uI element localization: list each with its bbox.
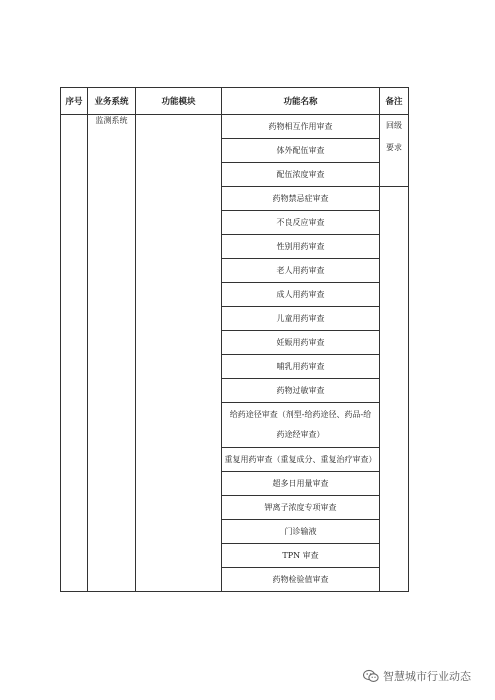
seq-cell: [61, 115, 88, 592]
function-name-cell: 哺乳用药审查: [222, 355, 380, 379]
remark-cell: [380, 115, 409, 187]
function-name-cell: 成人用药审查: [222, 283, 380, 307]
function-name-cell: 妊娠用药审查: [222, 331, 380, 355]
system-cell: 监测系统: [88, 115, 136, 592]
table-row: [61, 115, 409, 139]
function-name-cell: 性别用药审查: [222, 235, 380, 259]
header-system: 业务系统: [88, 88, 136, 115]
function-name-cell: 老人用药审查: [222, 259, 380, 283]
function-name-cell: 药物相互作用审查: [222, 115, 380, 139]
header-remark: 备注: [380, 88, 409, 115]
header-module: 功能模块: [136, 88, 222, 115]
function-name-cell: 不良反应审查: [222, 211, 380, 235]
remark-line: 要求: [386, 143, 402, 152]
remark-cell-empty: [380, 187, 409, 592]
function-name-cell: 门诊输液: [222, 520, 380, 544]
module-cell: [136, 115, 222, 592]
function-name-cell: 配伍浓度审查: [222, 163, 380, 187]
function-name-cell: 体外配伍审查: [222, 139, 380, 163]
watermark-text: 智慧城市行业动态: [383, 670, 471, 683]
function-name-cell: 钾离子浓度专项审查: [222, 496, 380, 520]
requirements-table: [60, 87, 409, 592]
function-name-cell: 药物禁忌症审查: [222, 187, 380, 211]
watermark: [363, 668, 471, 684]
function-name-cell: 药物过敏审查: [222, 379, 380, 403]
header-seq: 序号: [61, 88, 88, 115]
header-function-name: 功能名称: [222, 88, 380, 115]
function-name-cell: 儿童用药审查: [222, 307, 380, 331]
function-name-cell: 药物检验值审查: [222, 568, 380, 592]
function-name-cell: 重复用药审查（重复成分、重复治疗审查）: [222, 448, 380, 472]
function-name-cell: TPN 审查: [222, 544, 380, 568]
function-name-cell: 给药途径审查（剂型-给药途径、药品-给药途经审查）: [222, 403, 380, 448]
function-name-cell: 超多日用量审查: [222, 472, 380, 496]
remark-line: 回级: [386, 121, 402, 130]
wechat-icon: [363, 669, 379, 683]
table-header-row: [61, 88, 409, 115]
